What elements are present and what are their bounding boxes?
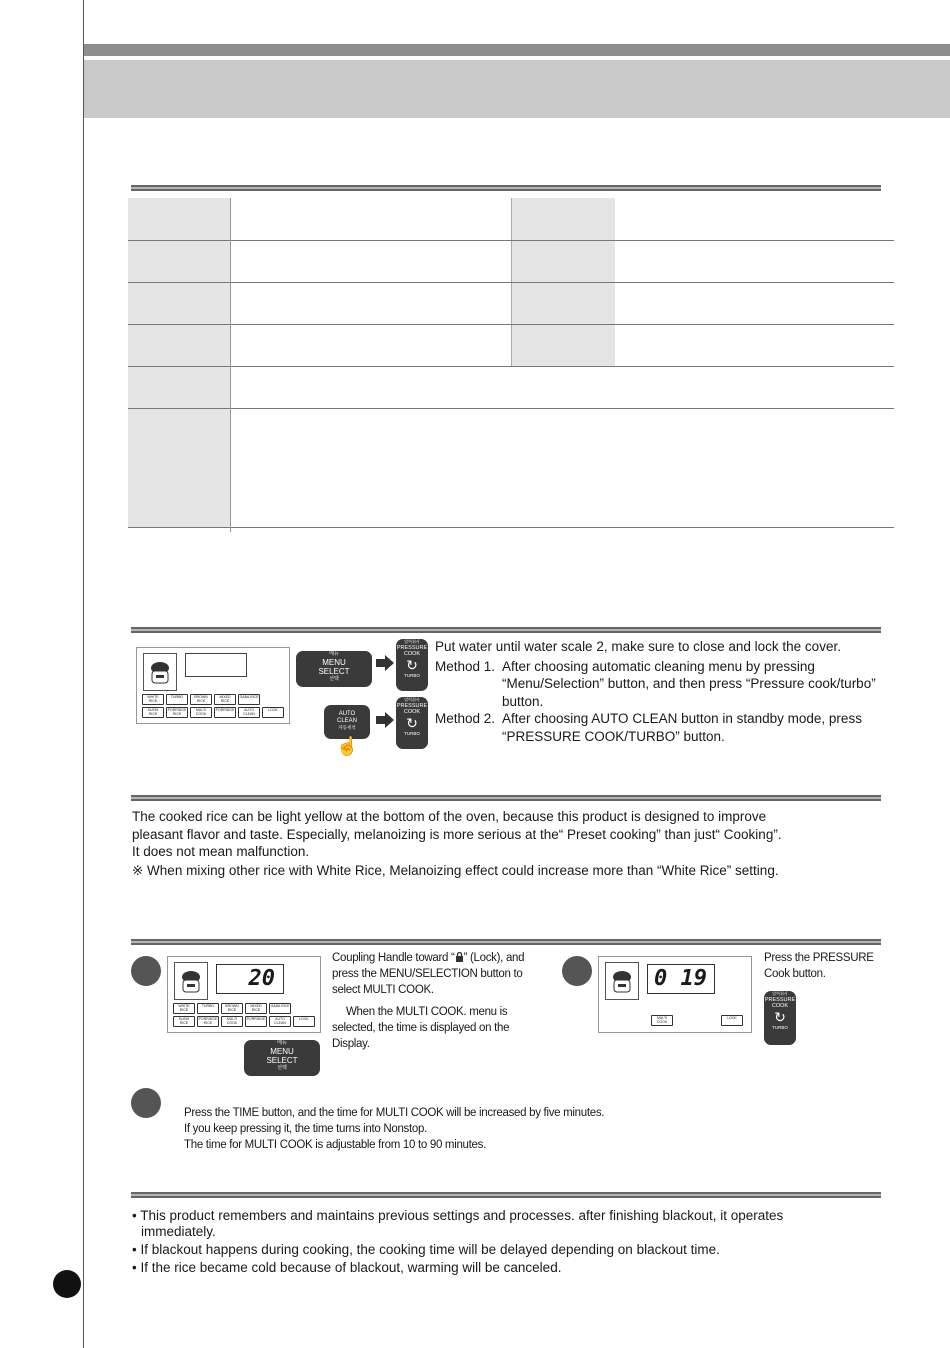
power-icon: ↻ (406, 715, 418, 731)
gaba-rice-button[interactable]: GABA RICE (238, 694, 260, 705)
multi-cook-button[interactable]: MULTI COOK (190, 707, 212, 718)
control-panel-step2 (598, 956, 752, 1033)
menu-select-button-step1[interactable]: 메뉴 MENU SELECT 선택 (244, 1040, 320, 1076)
lock-icon (455, 951, 464, 960)
table-row (128, 282, 894, 324)
list-item: • If blackout happens during cooking, the cooking time will be delayed depending on blackout time. (132, 1242, 720, 1257)
cleaning-instructions: Put water until water scale 2, make sure to close and lock the cover. Method 1. After choosing automatic cleaning menu by pressing “Menu/Selection” button, and then press “Pressure cook/turbo” button. Method 2. After choosing AUTO CLEAN button in standby mode, press “PRESSURE COOK/TURBO” button. (435, 639, 876, 744)
lock-label: LOCK (721, 1015, 743, 1026)
pressure-cook-button-step2[interactable]: 압력취사 PRESSURE COOK ↻ TURBO (764, 991, 796, 1045)
lock-button[interactable]: LOCK (293, 1016, 315, 1027)
arrow-right-icon (376, 655, 394, 676)
table-row (128, 240, 894, 282)
step-3-circle (131, 1088, 161, 1118)
porridge-rice-button[interactable]: PORRIDGE RICE (198, 1017, 218, 1025)
step-2-text: Press the PRESSURE Cook button. (764, 952, 874, 980)
section-divider-spec (131, 185, 881, 191)
gaba-rice-button[interactable]: GABA RICE (269, 1003, 291, 1014)
list-item: immediately. (141, 1223, 216, 1239)
panel-buttons-row2 (142, 707, 284, 718)
porridge-button[interactable]: PORRIDGE (245, 1016, 267, 1027)
mixed-rice-button[interactable]: MIXED RICE (214, 694, 236, 705)
cooker-icon (605, 962, 639, 1000)
panel-buttons-row1 (173, 1003, 291, 1014)
section-divider-melanoizing (131, 795, 881, 801)
porridge-rice-button[interactable]: PORRIDGE RICE (167, 708, 187, 716)
porridge-button[interactable]: PORRIDGE (214, 707, 236, 718)
table-row (128, 366, 894, 408)
header-bar-top (84, 44, 950, 56)
table-row (128, 324, 894, 366)
auto-clean-button[interactable]: AUTO CLEAN (238, 707, 260, 718)
cooker-icon (143, 653, 177, 691)
left-margin-line (83, 0, 84, 1348)
arrow-right-icon (376, 712, 394, 733)
brown-rice-button[interactable]: BROWN RICE (190, 694, 212, 705)
list-item: • This product remembers and maintains previous settings and processes. after finishing blackout, it operates (132, 1208, 784, 1223)
power-icon: ↻ (406, 657, 418, 673)
display-screen (185, 653, 247, 677)
melanoizing-text: The cooked rice can be light yellow at the bottom of the oven, because this product is designed to improve pleasant flavor and taste. Especially, melanoizing is more serious at the“ Preset cooking” than just“ Cooking”. It does not mean malfunction. ※ When mixing other rice with White Rice, Melanoizing effect could increase more than “White Rice” setting. (132, 809, 782, 878)
step-2-circle (562, 956, 592, 986)
multi-cook-button[interactable]: MULTI COOK (221, 1016, 243, 1027)
pressure-cook-button[interactable]: 압력취사 PRESSURE COOK ↻ TURBO (396, 639, 428, 691)
control-panel-step1 (167, 956, 321, 1033)
step-1-text: Coupling Handle toward “ ” (Lock), and press the MENU/SELECTION button to select MULTI COOK. When the MULTI COOK. menu is selected, the time is displayed on the Display. (332, 952, 525, 1050)
brown-rice-button[interactable]: BROWN RICE (221, 1003, 243, 1014)
section-divider-cleaning (131, 627, 881, 633)
time-display: 0 19 (647, 964, 715, 994)
lock-button[interactable]: LOCK (262, 707, 284, 718)
blackout-notes (132, 1207, 882, 1276)
step-1-circle (131, 956, 161, 986)
list-item: • If the rice became cold because of blackout, warming will be canceled. (132, 1259, 562, 1275)
sushi-rice-button[interactable]: SUSHI RICE (142, 707, 164, 718)
table-row (128, 198, 894, 240)
finger-press-icon: ☝ (336, 736, 359, 756)
panel-buttons-row2 (173, 1016, 315, 1027)
turbo-button[interactable]: TURBO (197, 1003, 219, 1014)
page-number-badge (53, 1270, 81, 1298)
header-bar (84, 60, 950, 118)
time-display: 20 (216, 964, 284, 994)
multi-cook-label: MULTI COOK (651, 1015, 673, 1026)
sushi-rice-button[interactable]: SUSHI RICE (173, 1016, 195, 1027)
white-rice-button[interactable]: WHITE RICE (142, 694, 164, 705)
auto-clean-button[interactable]: AUTO CLEAN (269, 1016, 291, 1027)
white-rice-button[interactable]: WHITE RICE (173, 1003, 195, 1014)
panel-buttons-row1 (142, 694, 260, 705)
cooker-icon (174, 962, 208, 1000)
table-column-divider (230, 198, 231, 532)
control-panel-illustration (136, 647, 290, 724)
pressure-cook-button-2[interactable]: 압력취사 PRESSURE COOK ↻ TURBO (396, 697, 428, 749)
power-icon: ↻ (774, 1009, 786, 1025)
mixed-rice-button[interactable]: MIXED RICE (245, 1003, 267, 1014)
section-divider-multicook (131, 939, 881, 945)
auto-clean-panel-button[interactable]: AUTO CLEAN 자동세척 (324, 705, 370, 739)
step-3-text: Press the TIME button, and the time for MULTI COOK will be increased by five minutes. If you keep pressing it, the time turns into Nonstop. The time for MULTI COOK is adjustable from 10 to 90 minutes. (184, 1107, 605, 1151)
section-divider-blackout (131, 1192, 881, 1198)
menu-select-button[interactable]: 메뉴 MENU SELECT 선택 (296, 651, 372, 687)
table-row (128, 408, 894, 527)
specification-table (128, 198, 894, 528)
turbo-button[interactable]: TURBO (166, 694, 188, 705)
